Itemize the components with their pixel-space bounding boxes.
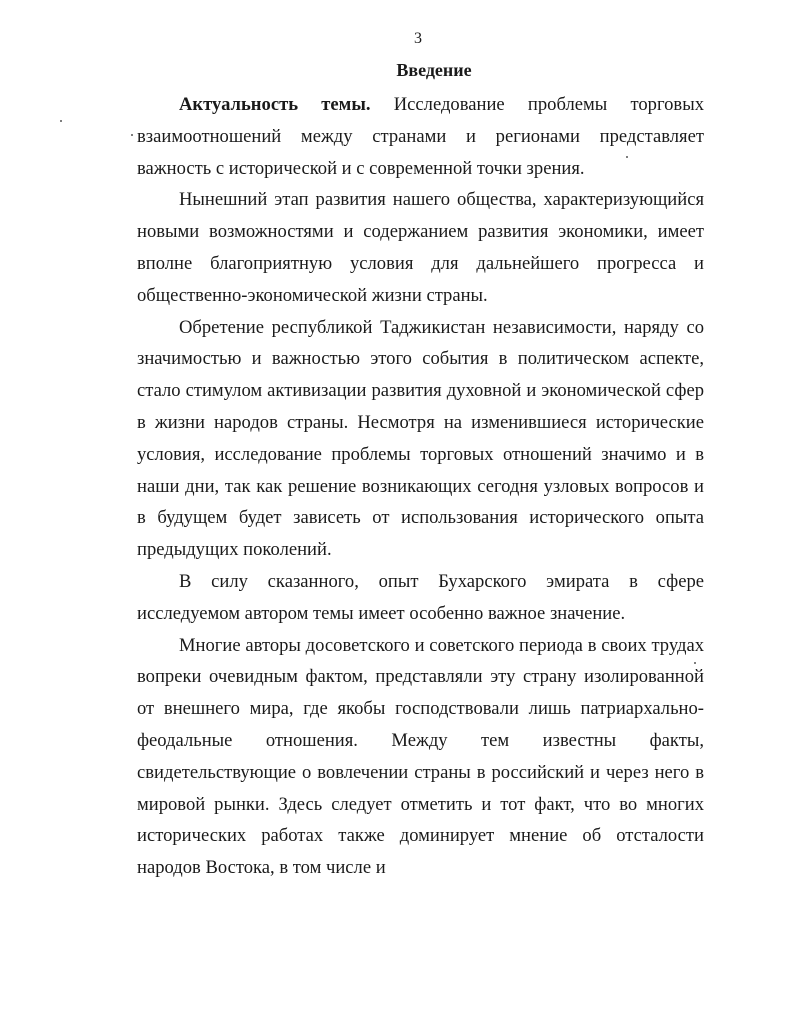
body-text <box>137 89 704 884</box>
scan-speck <box>694 662 696 664</box>
paragraph-lead: Актуальность темы. <box>179 94 371 115</box>
section-heading: Введение <box>396 60 472 80</box>
scan-speck <box>60 120 62 122</box>
paragraph: Нынешний этап развития нашего общества, характеризующийся новыми возможностями и содержанием развития экономики, имеет вполне благоприятную условия для дальнейшего прогресса и общественно-экономической жизни страны. <box>137 189 704 306</box>
paragraph: Обретение республикой Таджикистан независимости, наряду со значимостью и важностью этого события в политическом аспекте, стало стимулом активизации развития духовной и экономической сфер в жизни народов страны. Несмотря на изменившиеся исторические условия, исследование проблемы торговых отношений значимо и в наши дни, так как решение возникающих сегодня узловых вопросов и в будущем будет зависеть от использования исторического опыта предыдущих поколений. <box>137 316 704 561</box>
scan-speck <box>626 156 628 158</box>
paragraph-relevance <box>137 89 704 184</box>
paragraph: Многие авторы досоветского и советского периода в своих трудах вопреки очевидным фактом, представляли эту страну изолированной от внешнего мира, где якобы господствовали лишь патриархально-феодальные отношения. Между тем известны факты, свидетельствующие о вовлечении страны в российский и через него в мировой рынки. Здесь следует отметить и тот факт, что во многих исторических работах также доминирует мнение об отсталости народов Востока, в том числе и <box>137 634 704 879</box>
page-number: 3 <box>414 30 422 47</box>
paragraph: В силу сказанного, опыт Бухарского эмирата в сфере исследуемом автором темы имеет особенно важное значение. <box>137 570 704 624</box>
scan-speck <box>131 134 133 136</box>
paragraph-text: Исследование проблемы торговых взаимоотношений между странами и регионами представляет важность с исторической и с современной точки зрения. <box>137 94 704 179</box>
